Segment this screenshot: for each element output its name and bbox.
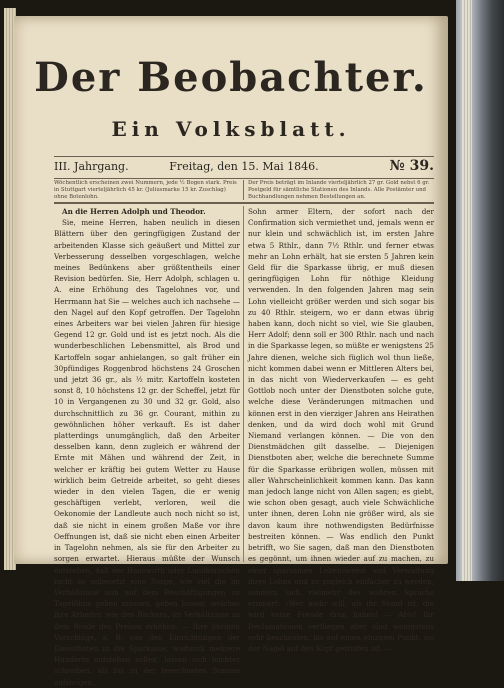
newspaper-title: Der Beobachter.	[34, 54, 428, 101]
notice-separator	[243, 180, 244, 200]
dateline	[54, 158, 434, 178]
newspaper-subtitle: Ein Volksblatt.	[111, 117, 351, 141]
divider-line	[54, 156, 434, 157]
subscription-notice	[54, 180, 434, 202]
notice-right: Der Preis beträgt im Inlande vierteljährlich 27 gr. Gold nebst 6 gr. Postgeld für sämtliche Stationen des Inlands. Alle Postämter und Buchhandlungen nehmen Bestellungen an.	[248, 180, 430, 200]
article-heading: An die Herren Adolph und Theodor.	[62, 207, 206, 216]
notice-left: Wöchentlich erscheinen zwei Nummern, jede ½ Bogen stark. Preis in Stuttgart vierteljährlich 45 kr. (Juliusmarke 15 kr. Zuschlag) ohne Botenlohn.	[54, 180, 237, 200]
book-binding	[456, 0, 504, 581]
issue-number: № 39.	[389, 158, 434, 174]
column-separator	[243, 206, 244, 562]
column-left	[54, 206, 240, 687]
issue-date: Freitag, den 15. Mai 1846.	[169, 160, 319, 173]
volume-year: III. Jahrgang.	[54, 160, 129, 173]
column-right	[248, 206, 434, 653]
divider-line	[54, 178, 434, 179]
article-paragraph: Sie, meine Herren, haben neulich in diesen Blättern über den geringfügigen Zustand der arbeitenden Klasse sich geäußert und Mittel zur Verbesserung desselben vorgeschlagen, welche meines Bedünkens aber größtentheils einer Revision bedürfen. Sie, Herr Adolph, schlagen u. A. eine Erhöhung des Tagelohnes vor, und Herrmann hat Sie — welches auch ich nachsehe — den Nagel auf den Kopf getroffen. Der Tagelohn eines Arbeiters war bei vielen Jahren für hiesige Gegend 12 gr. Gold und ist es jetzt noch. Als die wunderbeschlichen Lebensmittel, als Brod und Kartoffeln sogar anhielangen, so galt früher ein 30pfündiges Roggenbrod höchstens 24 Groschen und jetzt 36 gr., als ½ mitr. Kartoffeln kosteten sonst 8, 10 höchstens 12 gr. der Scheffel, jetzt für 10 in Vergangenen zu 30 und 32 gr. Gold, also durchschnittlich zu 36 gr. Courant, mithin zu gewöhnlichen höher verkauft. Es ist daher platterdings unumgänglich, daß den Arbeiter desselben kann, denn zugleich er während der Ernte mit Mähen und während der Zeit, in welcher er kräftig bei gutem Wetter zu Hause wirklich beim Getreide arbeitet, so geht dieses wieder in den vielen Tagen, die er wenig geschäftigen verlebt, verloren, weil die Oekonomie der Landleute auch noch nicht so ist, daß sie nicht in einem großen Maße vor ihre Oeffnungen ist, daß sie nicht eben einen Arbeiter in Tagelohn nehmen, als sie für den Arbeiter zu sorgen erwartet. Hieraus müßte der Wunsch entstehen, daß der Hauswirth oder Landkörnchen nicht so unbesetzt eine Sorge, wie viel die im Verhältnisse nun auf dem Beschäftigungen zu Tagelöhne gehen müssen, geben lassen, welches ihre Arbeiter, wie den Bäckern, im Verhältnisse zu dem Brode des Preises erhöhen. — Ihre übrigen Vorschläge, z. B. von den Einrichtungen der Dienstboten in die Sparkasse, wodurch mehrere Hunderte entstehen sollen, lassen sich leichter schreiben, als bis zu der berechneten Summe aufsteigen.	[54, 218, 240, 687]
article-paragraph: Sohn armer Eltern, der sofort nach der Confirmation sich vermiethet und, jemals wenn er nur klein und schwächlich ist, im ersten Jahre etwa 5 Rthlr., dann 7½ Rthlr. und ferner etwas mehr an Lohn erhält, hat sie ersten 5 Jahren kein Geld für die Sparkasse übrig, er muß diesen geringfügigen Lohn für nöthige Kleidung verwenden. In den folgenden Jahren mag sein Lohn vielleicht größer werden und sich sogar bis zu 40 Rthlr. steigern, wo er dann etwas übrig haben kann, doch nicht so viel, wie Sie glauben, Herr Adolf; denn soll er 300 Rthlr. nach und nach in die Sparkasse legen, so müßte er wenigstens 25 Jahre dienen, welche sich füglich wol thun ließe, nicht kommen dabei wenn er Mittleren Alters bei, in das nicht von Wiederverkaufen — es geht Gottlob noch unter der Dienstboten solche gute, welche diese Veränderungen mitmachen und können erst in den vierziger Jahren ans Heirathen denken, und da wird doch wohl mit Grund Niemand verlangen können. — Die von den Dienstmädchen gilt dasselbe. — Diejenigen Dienstboten aber, welche die berechnete Summe für die Sparkasse erübrigen wollen, müssen mit aller Wahrscheinlichkeit kommen kann. Das kann man jedoch lange nicht von Allen sagen; es giebt, wie schon oben gesagt, auch viele Schwächliche unter ihnen, deren Lohn nie größer wird, als sie davon kaum ihre nothwendigsten Bedürfnisse bestreiten können. — Was endlich den Punkt betrifft, wo Sie sagen, daß man den Dienstboten es gegönnt, um ihnen wieder auf zu machen, zu einer sparsamen Lebensweise und Verwaltung ihres Lohns und zu zugleich einfacher zu werden, sondern sich vielmehr des wahren Spruchs erinnert: »Wer mehr will, als ihr Stand ist, die wird keine Freude dran haben! — Also! Ihr Declamationen verfliegen aber sind wenigstens sehr bescheiden, bis auf einen einzigen Punkt, wo der Nagel auf den Kopf getroffen ist. —	[248, 207, 434, 653]
double-divider-line	[54, 202, 434, 204]
newspaper-page	[14, 16, 448, 687]
